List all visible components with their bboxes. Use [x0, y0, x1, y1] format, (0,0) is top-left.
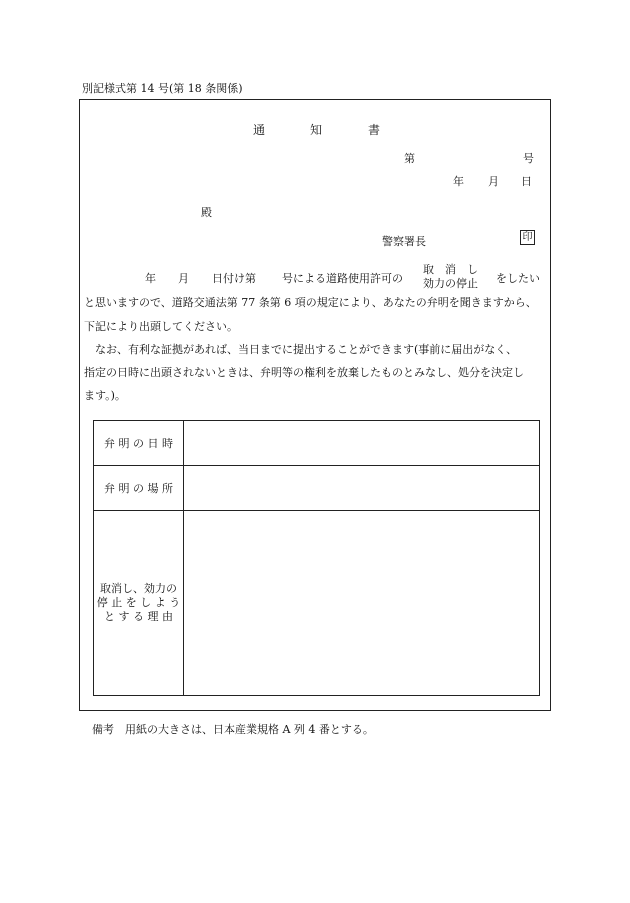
seal-mark: 印 — [520, 230, 535, 245]
value-reason — [184, 511, 540, 696]
title-char-2: 知 — [310, 123, 323, 137]
value-hearing-datetime — [184, 421, 540, 466]
addressee-honorific: 殿 — [201, 206, 212, 219]
number-suffix: 号 — [523, 152, 534, 165]
body-month: 月 — [178, 272, 189, 285]
action-choice — [423, 263, 493, 291]
footnote: 備考 用紙の大きさは、日本産業規格 A 列 4 番とする。 — [92, 723, 374, 736]
body-line-5: 指定の日時に出頭されないときは、弁明等の権利を放棄したものとみなし、処分を決定し — [84, 366, 524, 379]
reason-label-line-3: と す る 理 由 — [104, 610, 173, 623]
date-month: 月 — [488, 175, 499, 188]
date-year: 年 — [453, 175, 464, 188]
label-reason — [94, 511, 184, 696]
table-row — [94, 466, 540, 511]
label-hearing-place: 弁 明 の 場 所 — [94, 466, 184, 511]
body-year: 年 — [145, 272, 156, 285]
label-hearing-datetime: 弁 明 の 日 時 — [94, 421, 184, 466]
value-hearing-place — [184, 466, 540, 511]
table-row — [94, 511, 540, 696]
body-line-3: 下記により出頭してください。 — [84, 320, 238, 333]
body-line1-end: をしたい — [496, 272, 540, 285]
form-reference: 別記様式第 14 号(第 18 条関係) — [82, 82, 243, 95]
body-line-4: なお、有利な証拠があれば、当日までに提出することができます(事前に届出がなく、 — [95, 343, 518, 356]
body-line-2: と思いますので、道路交通法第 77 条第 6 項の規定により、あなたの弁明を聞きますから、 — [84, 296, 537, 309]
title-char-1: 通 — [253, 123, 266, 137]
hearing-details-table — [93, 420, 540, 696]
reason-label-line-1: 取消し、効力の — [100, 582, 177, 595]
table-row — [94, 421, 540, 466]
body-permit-text: 号による道路使用許可の — [282, 272, 403, 285]
choice-suspend: 効力の停止 — [423, 277, 478, 290]
body-line-6: ます。)。 — [84, 389, 126, 402]
body-day-no: 日付け第 — [212, 272, 256, 285]
issuer-title: 警察署長 — [382, 235, 426, 248]
reason-label-line-2: 停 止 を し よ う — [96, 596, 181, 609]
number-prefix: 第 — [404, 152, 415, 165]
title-char-3: 書 — [368, 123, 381, 137]
date-day: 日 — [521, 175, 532, 188]
choice-revoke: 取 消 し — [423, 263, 478, 276]
